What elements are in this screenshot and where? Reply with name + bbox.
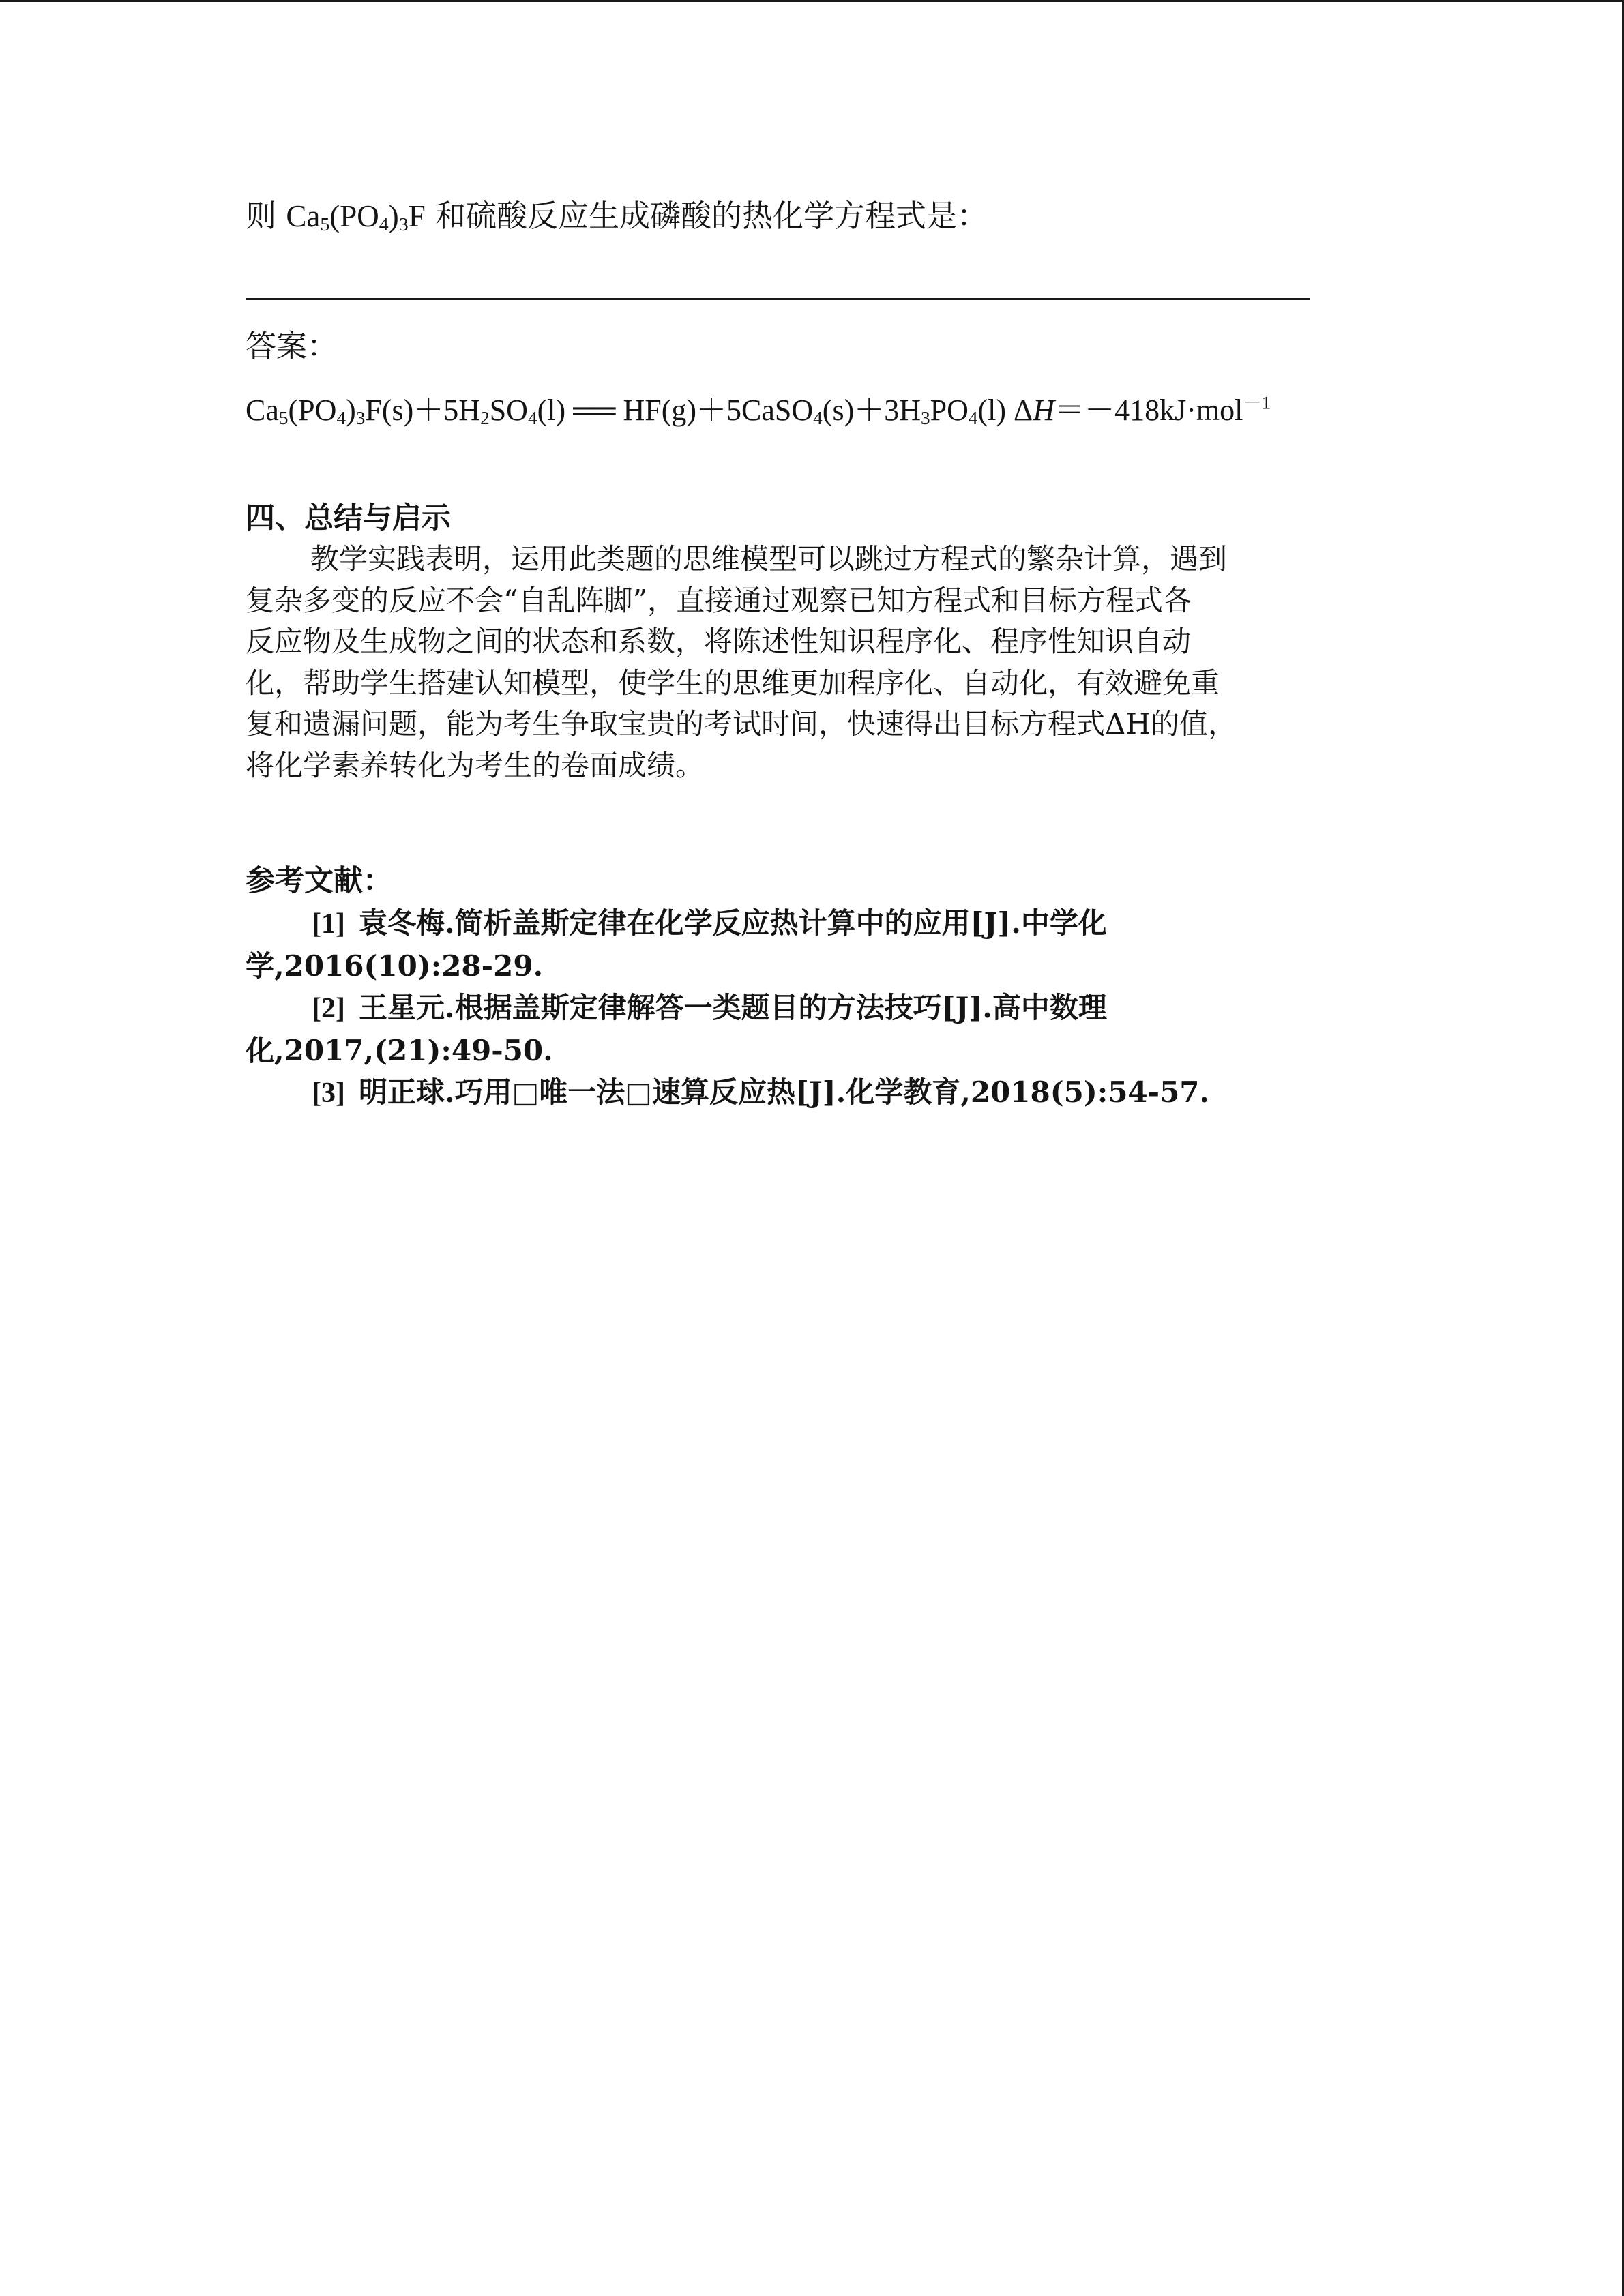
reference-item: [3] 明正球.巧用□唯一法□速算反应热[J].化学教育,2018(5):54-57.: [312, 1075, 1210, 1109]
question-text: 则 $Ca_5(PO_4)_3F$ 和硫酸反应生成磷酸的热化学方程式是：: [246, 198, 988, 236]
paragraph-line: 复杂多变的反应不会“自乱阵脚”，直接通过观察已知方程式和目标方程式各: [246, 583, 1192, 617]
reference-item: [2] 王星元.根据盖斯定律解答一类题目的方法技巧[J].高中数理: [312, 991, 1107, 1024]
paragraph-line: 教学实践表明，运用此类题的思维模型可以跳过方程式的繁杂计算，遇到: [310, 542, 1228, 576]
references-list: [246, 902, 1473, 1114]
section-paragraph: [246, 539, 1364, 786]
answer-equation: $Ca_5(PO_4)_3F(s)+5H_2SO_4(l)$ ══ $HF(g)+5CaSO_4(s)+3H_3PO_4(l)$ ΔH＝－418kJ·mol$^{-1}$: [246, 392, 1271, 428]
answer-label: 答案：: [246, 328, 338, 364]
paragraph-line: 将化学素养转化为考生的卷面成绩。: [246, 748, 705, 782]
reference-item: [1] 袁冬梅.简析盖斯定律在化学反应热计算中的应用[J].中学化: [312, 906, 1107, 940]
paragraph-line: 化，帮助学生搭建认知模型，使学生的思维更加程序化、自动化，有效避免重: [246, 666, 1220, 700]
paragraph-line: 复和遗漏问题，能为考生争取宝贵的考试时间，快速得出目标方程式ΔH的值，: [246, 707, 1237, 741]
page-border-top: [0, 0, 1624, 2]
references-title: 参考文献：: [246, 864, 392, 898]
answer-blank-line: [246, 298, 1310, 300]
question-formula: $Ca_5(PO_4)_3F$: [286, 199, 426, 236]
paragraph-line: 反应物及生成物之间的状态和系数，将陈述性知识程序化、程序性知识自动: [246, 625, 1192, 658]
reference-item-continued: 化,2017,(21):49-50.: [246, 1034, 553, 1067]
section-title: 四、总结与启示: [246, 501, 451, 535]
reference-item-continued: 学,2016(10):28-29.: [246, 949, 544, 983]
